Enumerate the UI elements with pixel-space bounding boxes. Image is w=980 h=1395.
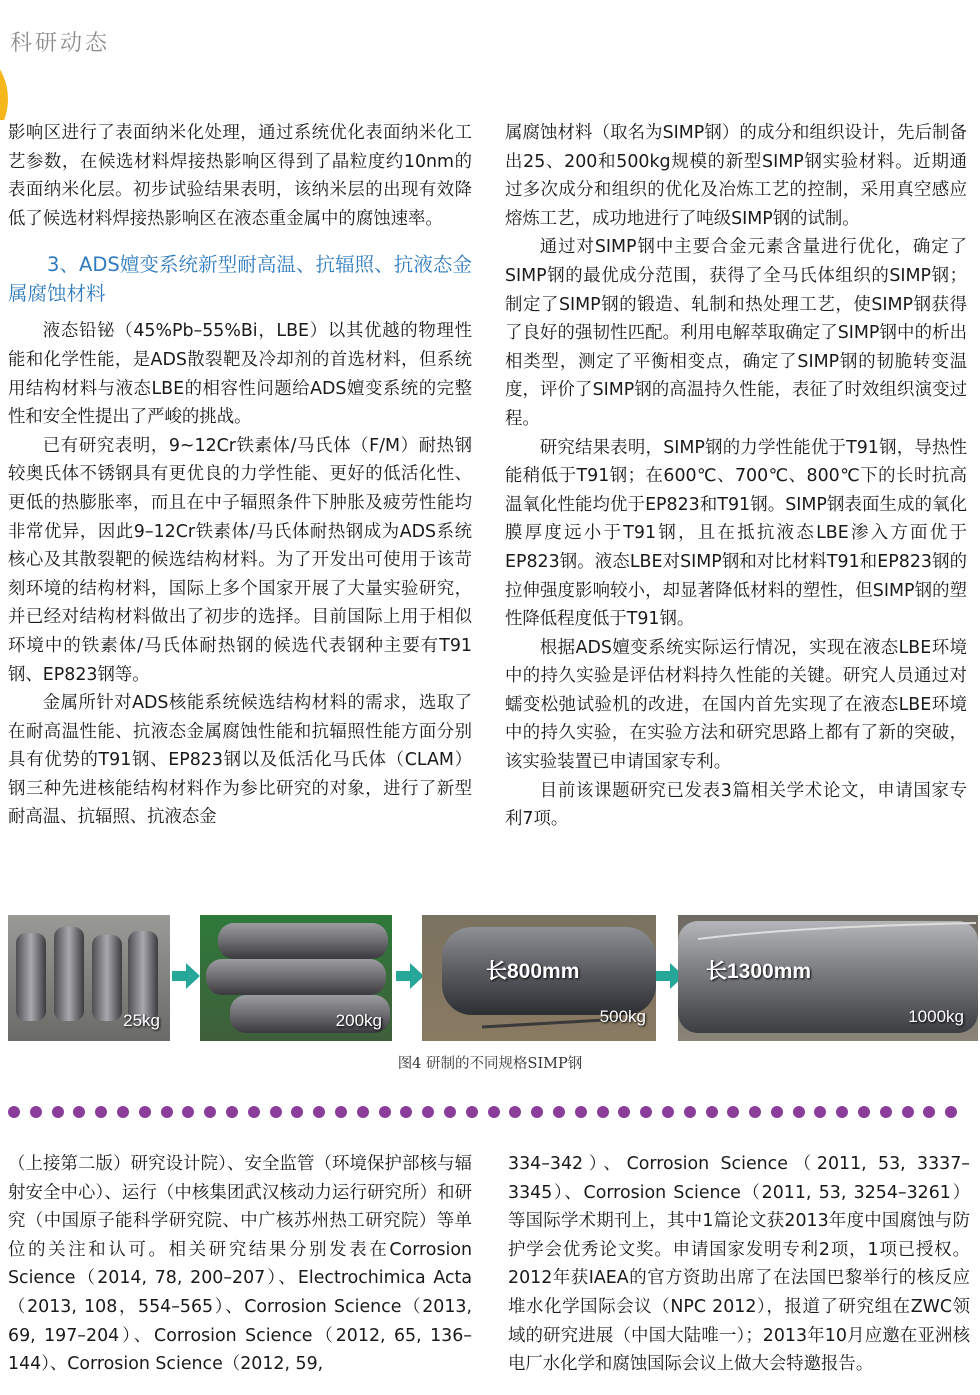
length-label: 长800mm bbox=[486, 960, 580, 983]
continuation-right bbox=[508, 1150, 970, 1379]
weight-label: 500kg bbox=[599, 1007, 646, 1026]
divider-dot bbox=[139, 1106, 151, 1118]
photo-25kg bbox=[8, 915, 170, 1041]
divider-dot bbox=[662, 1106, 674, 1118]
continuation-left bbox=[8, 1150, 472, 1379]
divider-dot bbox=[814, 1106, 826, 1118]
paragraph: 属腐蚀材料（取名为SIMP钢）的成分和组织设计，先后制备出25、200和500kg规模的新型SIMP钢实验材料。近期通过多次成分和组织的优化及冶炼工艺的控制，采用真空感应熔炼工艺，成功地进行了吨级SIMP钢的试制。 bbox=[505, 123, 967, 229]
divider-dot bbox=[945, 1106, 957, 1118]
divider-dot bbox=[30, 1106, 42, 1118]
paragraph: 影响区进行了表面纳米化处理，通过系统优化表面纳米化工艺参数，在候选材料焊接热影响区得到了晶粒度约10nm的表面纳米化层。初步试验结果表明，该纳米层的出现有效降低了候选材料焊接热影响区在液态重金属中的腐蚀速率。 bbox=[8, 123, 472, 229]
divider-dot bbox=[466, 1106, 478, 1118]
paragraph: （上接第二版）研究设计院）、安全监管（环境保护部核与辐射安全中心）、运行（中核集团武汉核动力运行研究所）和研究（中国原子能科学研究院、中广核苏州热工研究院）等单位的关注和认可。相关研究结果分别发表在Corrosion Science（2014, 78, 200–207）、Electrochimica Acta（2013, 108，554–565）、Corrosion Science（2013, 69, 197–204）、Corrosion Science（2012, 65, 136–144）、Corrosion Science（2012, 59, bbox=[8, 1154, 472, 1375]
figure-photos bbox=[8, 915, 978, 1041]
divider-dot bbox=[575, 1106, 587, 1118]
divider-dot bbox=[204, 1106, 216, 1118]
left-column bbox=[8, 119, 472, 832]
divider-dot bbox=[640, 1106, 652, 1118]
divider-dot bbox=[357, 1106, 369, 1118]
divider-dot bbox=[8, 1106, 20, 1118]
paragraph: 根据ADS嬗变系统实际运行情况，实现在液态LBE环境中的持久实验是评估材料持久性能的关键。研究人员通过对蠕变松弛试验机的改进，在国内首先实现了在液态LBE环境中的持久实验，在实验方法和研究思路上都有了新的突破，该实验装置已申请国家专利。 bbox=[505, 637, 967, 773]
photo-200kg bbox=[200, 915, 392, 1041]
divider-dot bbox=[531, 1106, 543, 1118]
arrow-right-icon bbox=[172, 963, 200, 989]
section-heading: 3、ADS嬗变系统新型耐高温、抗辐照、抗液态金属腐蚀材料 bbox=[8, 253, 472, 306]
divider-dot bbox=[509, 1106, 521, 1118]
divider-dot bbox=[248, 1106, 260, 1118]
divider-dot bbox=[73, 1106, 85, 1118]
divider-dot bbox=[858, 1106, 870, 1118]
divider-dot bbox=[902, 1106, 914, 1118]
weight-label: 25kg bbox=[123, 1011, 160, 1030]
divider-dot bbox=[597, 1106, 609, 1118]
divider-dot bbox=[161, 1106, 173, 1118]
figure-caption: 图4 研制的不同规格SIMP钢 bbox=[397, 1056, 583, 1072]
paragraph: 通过对SIMP钢中主要合金元素含量进行优化，确定了SIMP钢的最优成分范围，获得了全马氏体组织的SIMP钢；制定了SIMP钢的锻造、轧制和热处理工艺，使SIMP钢获得了良好的强韧性匹配。利用电解萃取确定了SIMP钢中的析出相类型，测定了平衡相变点，确定了SIMP钢的韧脆转变温度，评价了SIMP钢的高温持久性能，表征了时效组织演变过程。 bbox=[505, 237, 967, 429]
paragraph: 334–342）、Corrosion Science（2011, 53, 3337–3345）、Corrosion Science（2011, 53, 3254–3261）等国际学术期刊上，其中1篇论文获2013年度中国腐蚀与防护学会优秀论文奖。申请国家发明专利2项，1项已授权。2012年获IAEA的官方资助出席了在法国巴黎举行的核反应堆水化学国际会议（NPC 2012），报道了研究组在ZWC领域的研究进展（中国大陆唯一）；2013年10月应邀在亚洲核电厂水化学和腐蚀国际会议上做大会特邀报告。 bbox=[508, 1154, 970, 1375]
paragraph: 已有研究表明，9~12Cr铁素体/马氏体（F/M）耐热钢较奥氏体不锈钢具有更优良的力学性能、更好的低活化性、更低的热膨胀率，而且在中子辐照条件下肿胀及疲劳性能均非常优异，因此9–12Cr铁素体/马氏体耐热钢成为ADS系统核心及其散裂靶的候选结构材料。为了开发出可使用于该苛刻环境的结构材料，国际上多个国家开展了大量实验研究，并已经对结构材料做出了初步的选择。目前国际上用于相似环境中的铁素体/马氏体耐热钢的候选代表钢种主要有T91钢、EP823钢等。 bbox=[8, 435, 472, 685]
divider-dot bbox=[727, 1106, 739, 1118]
paragraph: 研究结果表明，SIMP钢的力学性能优于T91钢，导热性能稍低于T91钢；在600℃、700℃、800℃下的长时抗高温氧化性能均优于EP823和T91钢。SIMP钢表面生成的氧化膜厚度远小于T91钢，且在抵抗液态LBE渗入方面优于EP823钢。液态LBE对SIMP钢和对比材料T91和EP823钢的拉伸强度影响较小，却显著降低材料的塑性，但SIMP钢的塑性降低程度低于T91钢。 bbox=[505, 437, 967, 630]
paragraph: 液态铅铋（45%Pb–55%Bi，LBE）以其优越的物理性能和化学性能，是ADS散裂靶及冷却剂的首选材料，但系统用结构材料与液态LBE的相容性问题给ADS嬗变系统的完整性和安全性提出了严峻的挑战。 bbox=[8, 321, 472, 428]
photo-1000kg bbox=[678, 915, 978, 1041]
divider-dot bbox=[182, 1106, 194, 1118]
weight-label: 1000kg bbox=[908, 1007, 964, 1026]
right-column bbox=[505, 119, 967, 834]
arrow-right-icon bbox=[396, 963, 424, 989]
weight-label: 200kg bbox=[335, 1011, 382, 1030]
divider-dot bbox=[771, 1106, 783, 1118]
divider-dot bbox=[379, 1106, 391, 1118]
divider-dot bbox=[117, 1106, 129, 1118]
divider-dot bbox=[923, 1106, 935, 1118]
divider-dot bbox=[400, 1106, 412, 1118]
length-label: 长1300mm bbox=[706, 960, 812, 983]
divider-dot bbox=[226, 1106, 238, 1118]
divider-dot bbox=[291, 1106, 303, 1118]
divider-dot bbox=[553, 1106, 565, 1118]
divider-dot bbox=[313, 1106, 325, 1118]
divider-dot bbox=[95, 1106, 107, 1118]
divider-dot bbox=[422, 1106, 434, 1118]
paragraph: 目前该课题研究已发表3篇相关学术论文，申请国家专利7项。 bbox=[505, 780, 967, 830]
divider-dot bbox=[444, 1106, 456, 1118]
divider-dot bbox=[684, 1106, 696, 1118]
divider-dot bbox=[52, 1106, 64, 1118]
divider-dot bbox=[749, 1106, 761, 1118]
divider-dot bbox=[836, 1106, 848, 1118]
photo-500kg bbox=[422, 915, 656, 1041]
divider-dot bbox=[880, 1106, 892, 1118]
section-title: 科研动态 bbox=[10, 31, 111, 56]
dotted-divider bbox=[8, 1106, 980, 1124]
divider-dot bbox=[488, 1106, 500, 1118]
divider-dot bbox=[270, 1106, 282, 1118]
divider-dot bbox=[793, 1106, 805, 1118]
paragraph: 金属所针对ADS核能系统候选结构材料的需求，选取了在耐高温性能、抗液态金属腐蚀性能和抗辐照性能方面分别具有优势的T91钢、EP823钢以及低活化马氏体（CLAM）钢三种先进核能结构材料作为参比研究的对象，进行了新型耐高温、抗辐照、抗液态金 bbox=[8, 693, 472, 828]
divider-dot bbox=[618, 1106, 630, 1118]
header-decoration bbox=[0, 0, 150, 120]
divider-dot bbox=[335, 1106, 347, 1118]
divider-dot bbox=[706, 1106, 718, 1118]
header-arc bbox=[0, 40, 8, 120]
